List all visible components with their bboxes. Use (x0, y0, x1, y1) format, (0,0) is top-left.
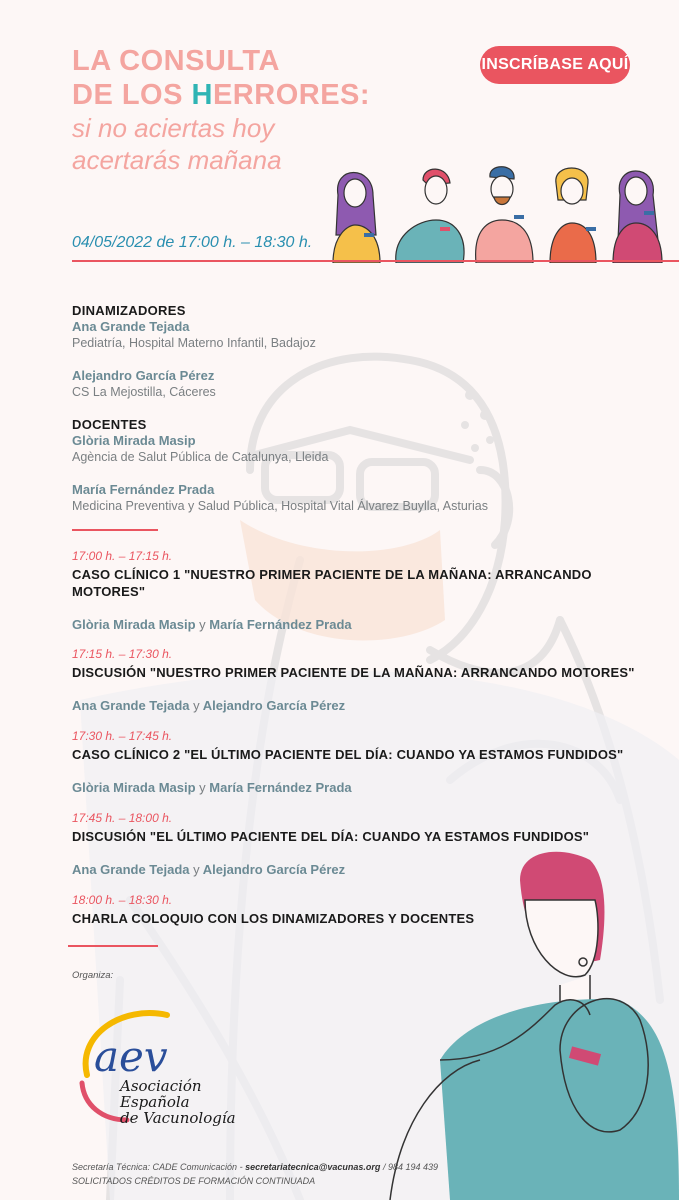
title-line-2-pre: DE LOS (72, 79, 192, 111)
organizer-name-line: de Vacunología (120, 1109, 236, 1127)
schedule-speakers: Glòria Mirada Masip y María Fernández Prada (72, 780, 352, 795)
aev-logo-mark: aev (94, 1032, 168, 1081)
section-divider (68, 945, 158, 947)
schedule-time: 17:30 h. – 17:45 h. (72, 729, 173, 743)
organizer-label: Organiza: (72, 970, 114, 981)
schedule-time: 18:00 h. – 18:30 h. (72, 893, 173, 907)
person-name: Ana Grande Tejada (72, 319, 190, 334)
schedule-time: 17:00 h. – 17:15 h. (72, 549, 173, 563)
dinamizadores-heading: DINAMIZADORES (72, 303, 186, 318)
title-highlight-h: H (191, 79, 213, 111)
footer (72, 1160, 438, 1188)
person-name: Alejandro García Pérez (72, 368, 215, 383)
section-divider (72, 529, 158, 531)
person-affiliation: Medicina Preventiva y Salud Pública, Hospital Vital Álvarez Buylla, Asturias (72, 499, 488, 513)
organizer-name (120, 1078, 236, 1126)
schedule-time: 17:15 h. – 17:30 h. (72, 647, 173, 661)
vaccinated-people-illustration (328, 165, 668, 263)
people-section (72, 303, 662, 515)
person-name: María Fernández Prada (72, 482, 215, 497)
schedule-item (72, 729, 662, 796)
schedule-title: CASO CLÍNICO 1 "NUESTRO PRIMER PACIENTE DE LA MAÑANA: ARRANCANDO MOTORES" (72, 567, 592, 599)
schedule-title: CASO CLÍNICO 2 "EL ÚLTIMO PACIENTE DEL DÍA: CUANDO YA ESTAMOS FUNDIDOS" (72, 747, 624, 762)
schedule-time: 17:45 h. – 18:00 h. (72, 811, 173, 825)
contact-email-link[interactable]: secretariatecnica@vacunas.org (245, 1162, 381, 1172)
schedule-title: DISCUSIÓN "NUESTRO PRIMER PACIENTE DE LA MAÑANA: ARRANCANDO MOTORES" (72, 665, 635, 680)
date-divider (72, 260, 679, 262)
person-affiliation: Pediatría, Hospital Materno Infantil, Badajoz (72, 336, 316, 350)
schedule-item (72, 549, 662, 633)
person-affiliation: Agència de Salut Pública de Catalunya, Lleida (72, 450, 329, 464)
schedule-speakers: Ana Grande Tejada y Alejandro García Pérez (72, 698, 346, 713)
docentes-heading: DOCENTES (72, 417, 147, 432)
schedule-title: DISCUSIÓN "EL ÚLTIMO PACIENTE DEL DÍA: CUANDO YA ESTAMOS FUNDIDOS" (72, 829, 590, 844)
schedule-item (72, 647, 662, 714)
event-title (72, 44, 370, 176)
register-button[interactable]: INSCRÍBASE AQUÍ (480, 46, 630, 84)
title-line-1: LA CONSULTA (72, 45, 280, 77)
schedule-item (72, 893, 662, 927)
schedule-speakers: Ana Grande Tejada y Alejandro García Pérez (72, 862, 346, 877)
event-date: 04/05/2022 de 17:00 h. – 18:30 h. (72, 234, 313, 251)
schedule-item (72, 811, 662, 878)
footer-contact: Secretaría Técnica: CADE Comunicación - secretariatecnica@vacunas.org / 984 194 439 (72, 1162, 438, 1172)
organizer-name-line: Española (120, 1093, 190, 1111)
organizer-name-line: Asociación (120, 1077, 202, 1095)
person-name: Glòria Mirada Masip (72, 433, 196, 448)
subtitle-line-2: acertarás mañana (72, 145, 282, 175)
subtitle-line-1: si no aciertas hoy (72, 113, 275, 143)
title-line-2 (72, 78, 370, 112)
footer-credits: SOLICITADOS CRÉDITOS DE FORMACIÓN CONTINUADA (72, 1176, 316, 1186)
person-affiliation: CS La Mejostilla, Cáceres (72, 385, 216, 399)
title-line-2-post: ERRORES: (212, 79, 371, 111)
schedule-title: CHARLA COLOQUIO CON LOS DINAMIZADORES Y DOCENTES (72, 911, 475, 926)
schedule-speakers: Glòria Mirada Masip y María Fernández Prada (72, 617, 352, 632)
